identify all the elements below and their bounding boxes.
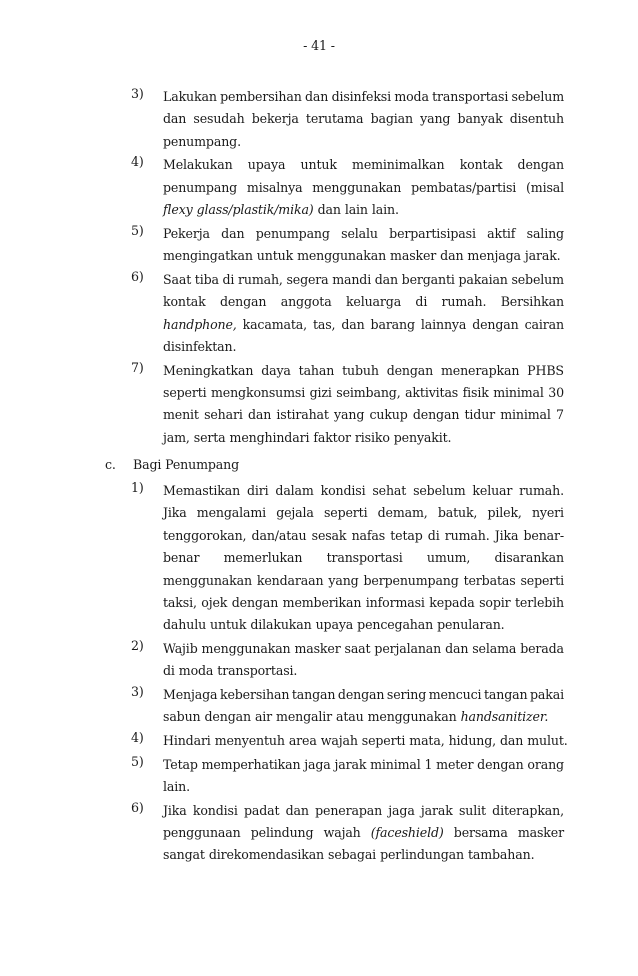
list-item-number: 7) [131, 359, 144, 375]
text-line: Memastikan diri dalam kondisi sehat sebelum keluar rumah. [163, 483, 564, 498]
list-item-text [163, 754, 564, 799]
list-item-text [163, 684, 564, 729]
section-letter: c. [105, 457, 116, 472]
list-item-text [163, 223, 564, 268]
text-line: dahulu untuk dilakukan upaya pencegahan penularan. [163, 617, 505, 633]
list-item-number: 5) [131, 753, 144, 769]
list-item-number: 2) [131, 638, 144, 653]
text-line: penumpang misalnya menggunakan pembatas/partisi (misal [163, 179, 564, 195]
list-item-number: 6) [131, 799, 144, 815]
text-line: disinfektan. [163, 338, 237, 354]
text-line: Tetap memperhatikan jaga jarak minimal 1 meter dengan orang [163, 756, 564, 772]
text-line: flexy glass/plastik/mika) dan lain lain. [163, 202, 399, 218]
list-item-text [163, 360, 564, 450]
text-line: Hindari menyentuh area wajah seperti mata, hidung, dan mulut. [163, 733, 568, 748]
text-line: Lakukan pembersihan dan disinfeksi moda transportasi sebelum [163, 89, 564, 104]
text-line: mengingatkan untuk menggunakan masker dan menjaga jarak. [163, 248, 561, 264]
list-item-text [163, 800, 564, 867]
text-line: menit sehari dan istirahat yang cukup dengan tidur minimal 7 [163, 407, 564, 423]
page-number: - 41 - [303, 38, 335, 53]
text-line: taksi, ojek dengan memberikan informasi kepada sopir terlebih [163, 594, 564, 610]
list-item-number: 6) [131, 268, 144, 284]
text-line: Meningkatkan daya tahan tubuh dengan menerapkan PHBS [163, 362, 564, 378]
list-item-text [163, 154, 564, 221]
text-line: Jika mengalami gejala seperti demam, batuk, pilek, nyeri [163, 505, 564, 521]
text-line: dan sesudah bekerja terutama bagian yang banyak disentuh [163, 111, 564, 127]
list-item-number: 3) [131, 684, 144, 699]
text-line: penumpang. [163, 133, 241, 149]
text-line: Jika kondisi padat dan penerapan jaga jarak sulit diterapkan, [163, 802, 564, 818]
text-line: jam, serta menghindari faktor risiko penyakit. [163, 429, 452, 445]
text-line: Saat tiba di rumah, segera mandi dan berganti pakaian sebelum [163, 271, 564, 287]
text-line: sangat direkomendasikan sebagai perlindungan tambahan. [163, 847, 535, 863]
text-line: Pekerja dan penumpang selalu berpartisipasi aktif saling [163, 225, 564, 241]
list-item-text [163, 480, 564, 637]
list-item-text [163, 730, 568, 752]
text-line: kontak dengan anggota keluarga di rumah. Bersihkan [163, 294, 564, 310]
list-item-text [163, 269, 564, 359]
text-line: seperti mengkonsumsi gizi seimbang, aktivitas fisik minimal 30 [163, 384, 564, 400]
text-line: lain. [163, 778, 190, 794]
text-line: handphone, kacamata, tas, dan barang lainnya dengan cairan [163, 316, 564, 332]
list-item-number: 1) [131, 480, 144, 495]
list-item-text [163, 638, 564, 683]
list-item-number: 4) [131, 154, 144, 170]
text-line: Menjaga kebersihan tangan dengan sering mencuci tangan pakai [163, 687, 564, 702]
list-item-text [163, 86, 564, 153]
text-line: benar memerlukan transportasi umum, disarankan [163, 550, 564, 566]
list-item-number: 3) [131, 86, 144, 101]
text-line: menggunakan kendaraan yang berpenumpang terbatas seperti [163, 572, 564, 588]
list-item-number: 5) [131, 222, 144, 238]
text-line: di moda transportasi. [163, 663, 298, 679]
text-line: Wajib menggunakan masker saat perjalanan dan selama berada [163, 641, 564, 656]
text-line: sabun dengan air mengalir atau menggunakan handsanitizer. [163, 709, 549, 725]
section-title: Bagi Penumpang [133, 457, 240, 472]
text-line: tenggorokan, dan/atau sesak nafas tetap di rumah. Jika benar- [163, 527, 564, 543]
list-item-number: 4) [131, 730, 144, 745]
text-line: Melakukan upaya untuk meminimalkan kontak dengan [163, 157, 564, 173]
text-line: penggunaan pelindung wajah (faceshield) bersama masker [163, 824, 564, 840]
